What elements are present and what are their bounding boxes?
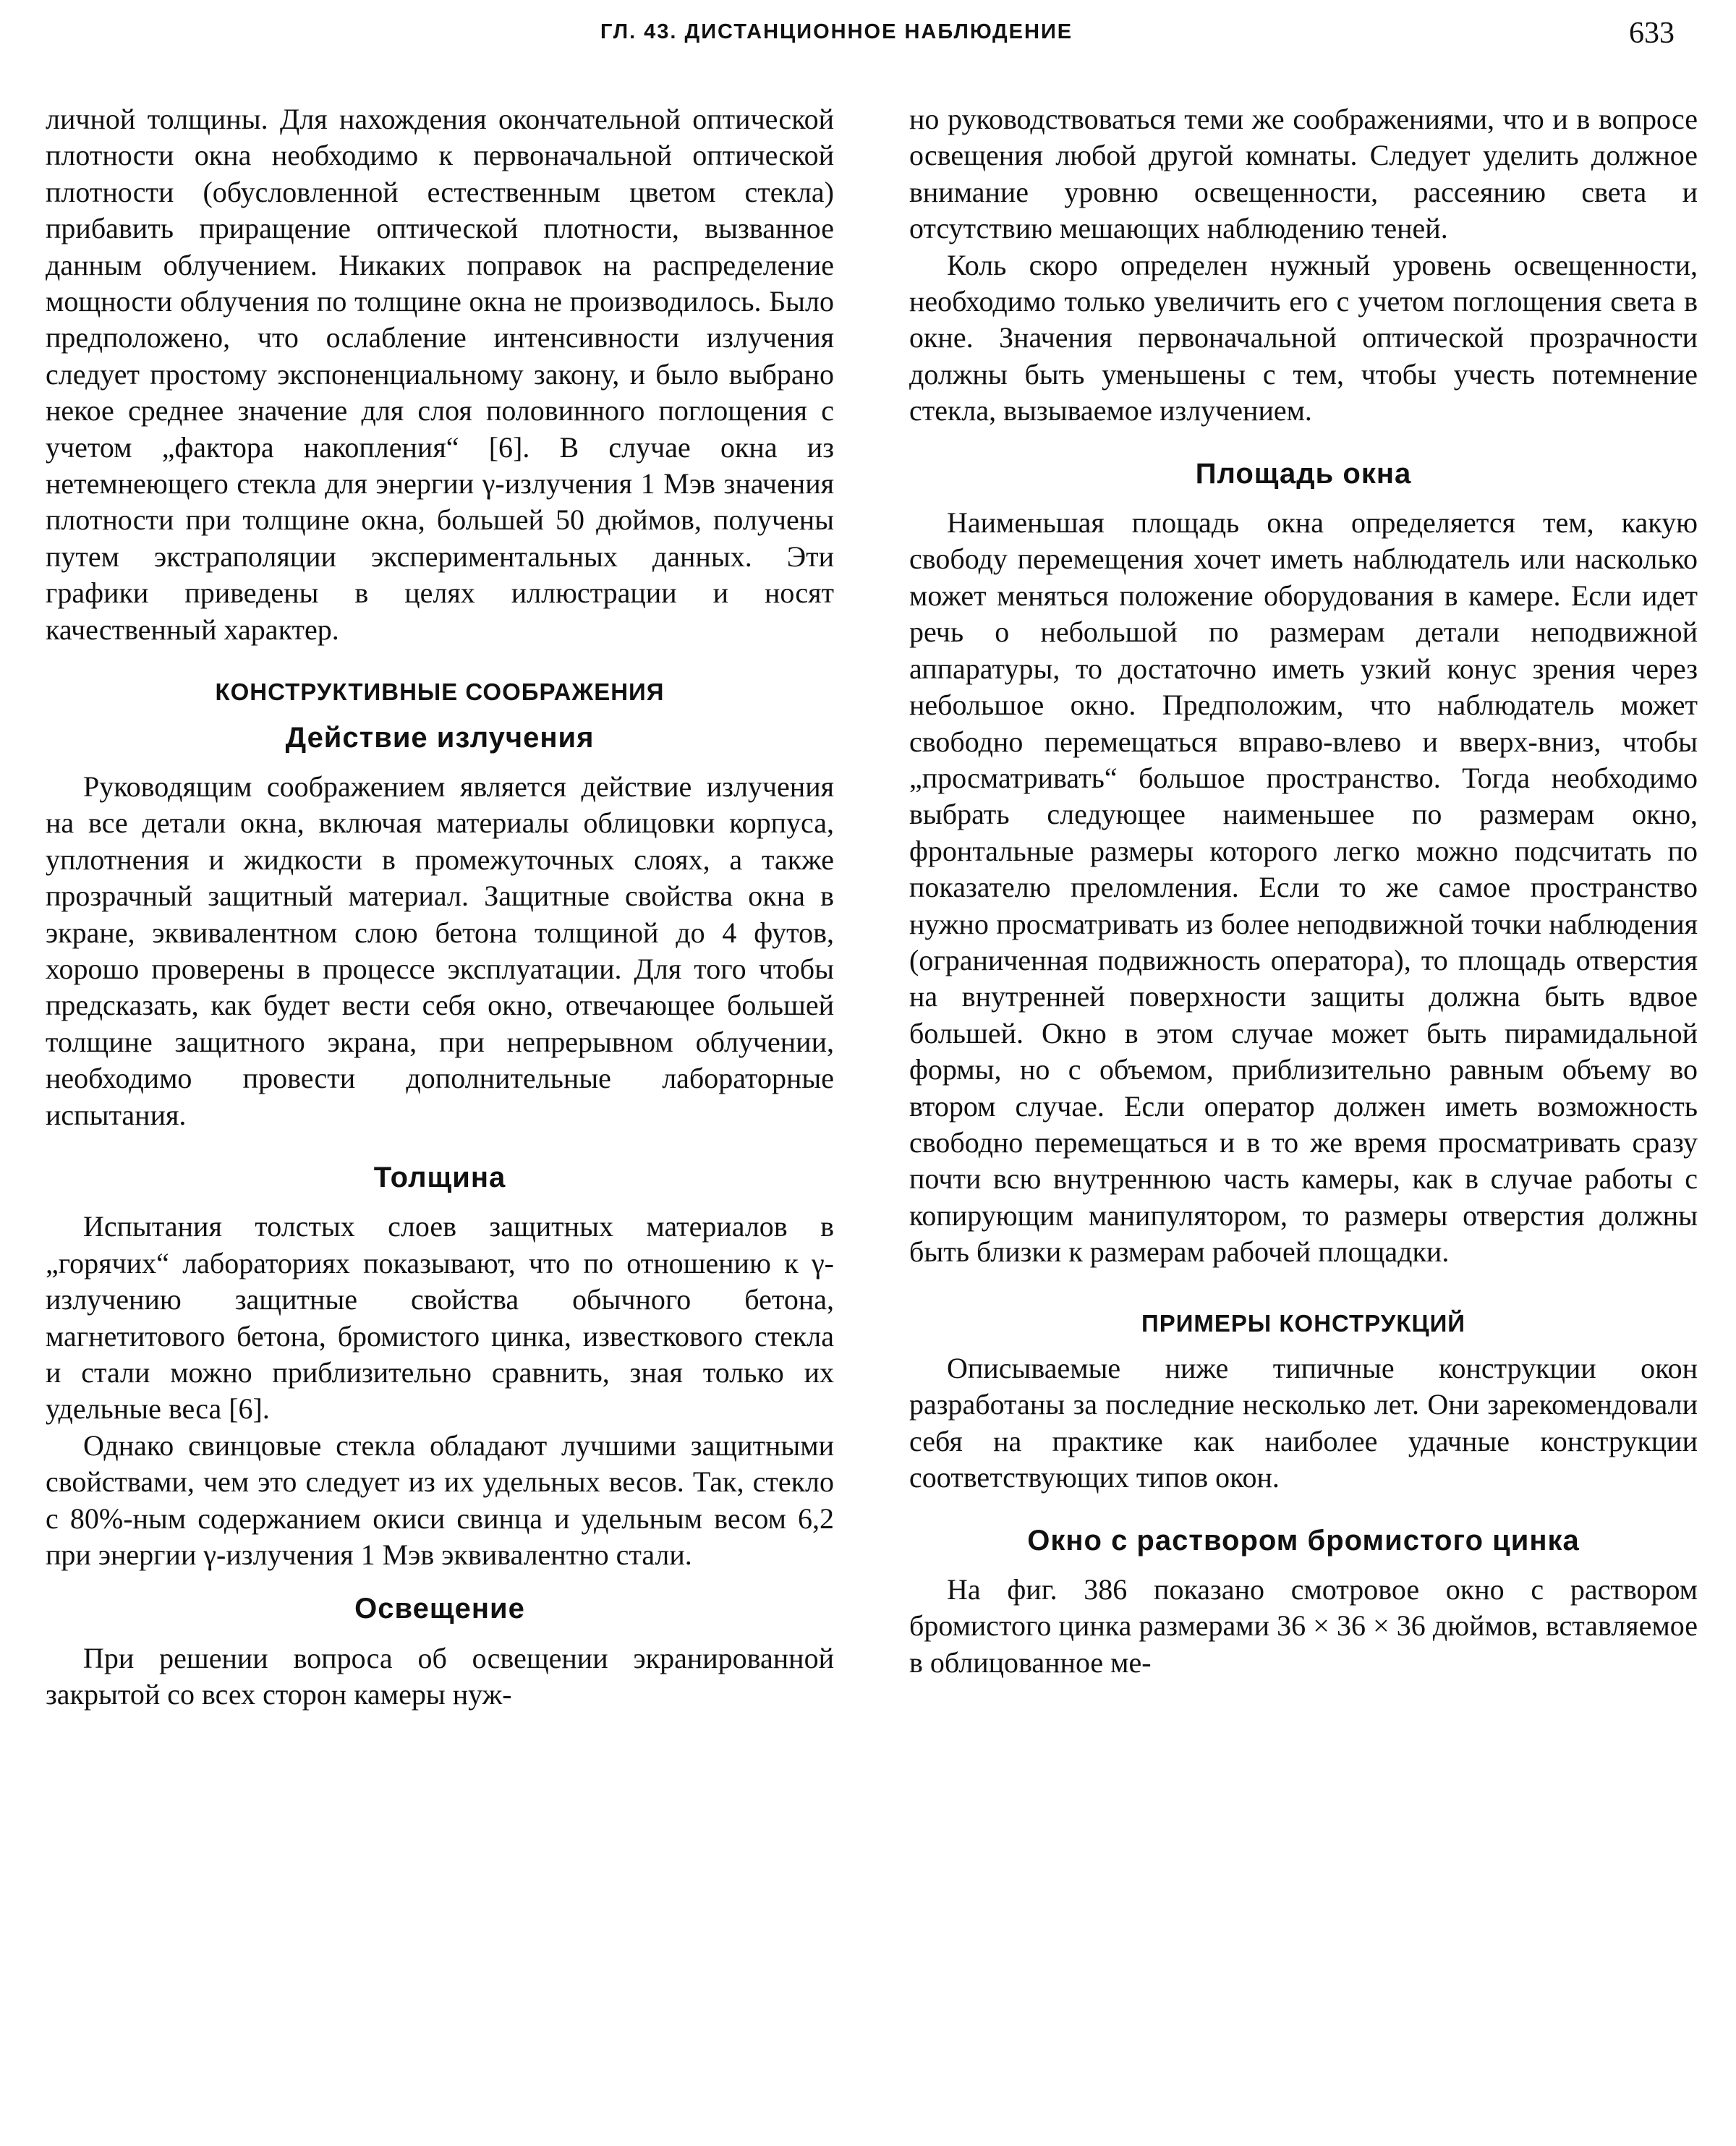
right-column <box>909 101 1698 1681</box>
paragraph-zinc-window: На фиг. 386 показано смотровое окно с раствором бромистого цинка размерами 36 × 36 × 36 дюймов, вставляемое в облицованное ме- <box>909 1573 1698 1679</box>
paragraph-lighting-continued: но руководствоваться теми же соображениями, что и в вопросе освещения любой другой комнаты. Следует уделить должное внимание уровню освещенности, рассеянию света и отсутствию мешающих наблюдению теней. <box>909 103 1698 245</box>
paragraph-continued: личной толщины. Для нахождения окончательной оптической плотности окна необходимо к первоначальной оптической плотности (обусловленной естественным цветом стекла) прибавить приращение оптической плотности, вызванное данным облучением. Никаких поправок на распределение мощности облучения по толщине окна не производилось. Было предположено, что ослабление интенсивности излучения следует простому экспоненциальному закону, и было выбрано некое среднее значение для слоя половинного поглощения с учетом „фактора накопления“ [6]. В случае окна из нетемнеющего стекла для энергии γ-излучения 1 Мэв значения плотности при толщине окна, большей 50 дюймов, получены путем экстраполяции экспериментальных данных. Эти графики приведены в целях иллюстрации и носят качественный характер. <box>46 103 834 646</box>
chapter-title: ГЛ. 43. ДИСТАНЦИОННОЕ НАБЛЮДЕНИЕ <box>600 20 1073 43</box>
section-heading-design: КОНСТРУКТИВНЫЕ СООБРАЖЕНИЯ <box>215 678 665 706</box>
heading-radiation: Действие излучения <box>285 721 595 754</box>
paragraph-thickness-2: Однако свинцовые стекла обладают лучшими защитными свойствами, чем это следует из их удельных весов. Так, стекло с 80%-ным содержанием окиси свинца и удельным весом 6,2 при энергии γ-излучения 1 Мэв эквивалентно стали. <box>46 1428 834 1572</box>
page-number: 633 <box>1629 17 1675 50</box>
section-heading-examples: ПРИМЕРЫ КОНСТРУКЦИЙ <box>1141 1309 1466 1337</box>
paragraph-lighting: При решении вопроса об освещении экранированной закрытой со всех сторон камеры нуж- <box>46 1641 834 1711</box>
paragraph-examples: Описываемые ниже типичные конструкции окон разработаны за последние несколько лет. Они зарекомендовали себя на практике как наиболее удачные конструкции соответствующих типов окон. <box>909 1352 1698 1494</box>
paragraph-radiation: Руководящим соображением является действие излучения на все детали окна, включая материалы облицовки корпуса, уплотнения и жидкости в промежуточных слоях, а также прозрачный защитный материал. Защитные свойства окна в экране, эквивалентном слою бетона толщиной до 4 футов, хорошо проверены в процессе эксплуатации. Для того чтобы предсказать, как будет вести себя окно, отвечающее большей толщине защитного экрана, при непрерывном облучении, необходимо провести дополнительные лабораторные испытания. <box>46 770 834 1131</box>
left-column <box>46 101 834 1713</box>
running-head <box>0 17 1736 64</box>
heading-window-area: Площадь окна <box>1195 457 1412 490</box>
paragraph-window-area: Наименьшая площадь окна определяется тем, какую свободу перемещения хочет иметь наблюдатель или насколько может меняться положение оборудования в камере. Если идет речь о небольшой по размерам детали неподвижной аппаратуры, то достаточно иметь узкий конус зрения через небольшое окно. Предположим, что наблюдатель может свободно перемещаться вправо-влево и вверх-вниз, чтобы „просматривать“ большое пространство. Тогда необходимо выбрать следующее наименьшее по размерам окно, фронтальные размеры которого легко можно подсчитать по показателю преломления. Если то же самое пространство нужно просматривать из более неподвижной точки наблюдения (ограниченная подвижность оператора), то площадь отверстия на внутренней поверхности защиты должна быть вдвое большей. Окно в этом случае может быть пирамидальной формы, но с объемом, приблизительно равным объему во втором случае. Если оператор должен иметь возможность свободно перемещаться и в то же время просматривать сразу почти всю внутреннюю часть камеры, как в случае работы с копирующим манипулятором, то размеры отверстия должны быть близки к размерам рабочей площадки. <box>909 506 1698 1269</box>
heading-lighting: Освещение <box>354 1593 525 1625</box>
heading-zinc-window: Окно с раствором бромистого цинка <box>1027 1524 1580 1557</box>
heading-thickness: Толщина <box>373 1161 506 1193</box>
paragraph-thickness-1: Испытания толстых слоев защитных материалов в „горячих“ лабораториях показывают, что по отношению к γ-излучению защитные свойства обычного бетона, магнетитового бетона, бромистого цинка, известкового стекла и стали можно приблизительно сравнить, зная только их удельные веса [6]. <box>46 1210 834 1426</box>
paragraph-lighting-2: Коль скоро определен нужный уровень освещенности, необходимо только увеличить его с учетом поглощения света в окне. Значения первоначальной оптической прозрачности должны быть уменьшены с тем, чтобы учесть потемнение стекла, вызываемое излучением. <box>909 248 1698 427</box>
